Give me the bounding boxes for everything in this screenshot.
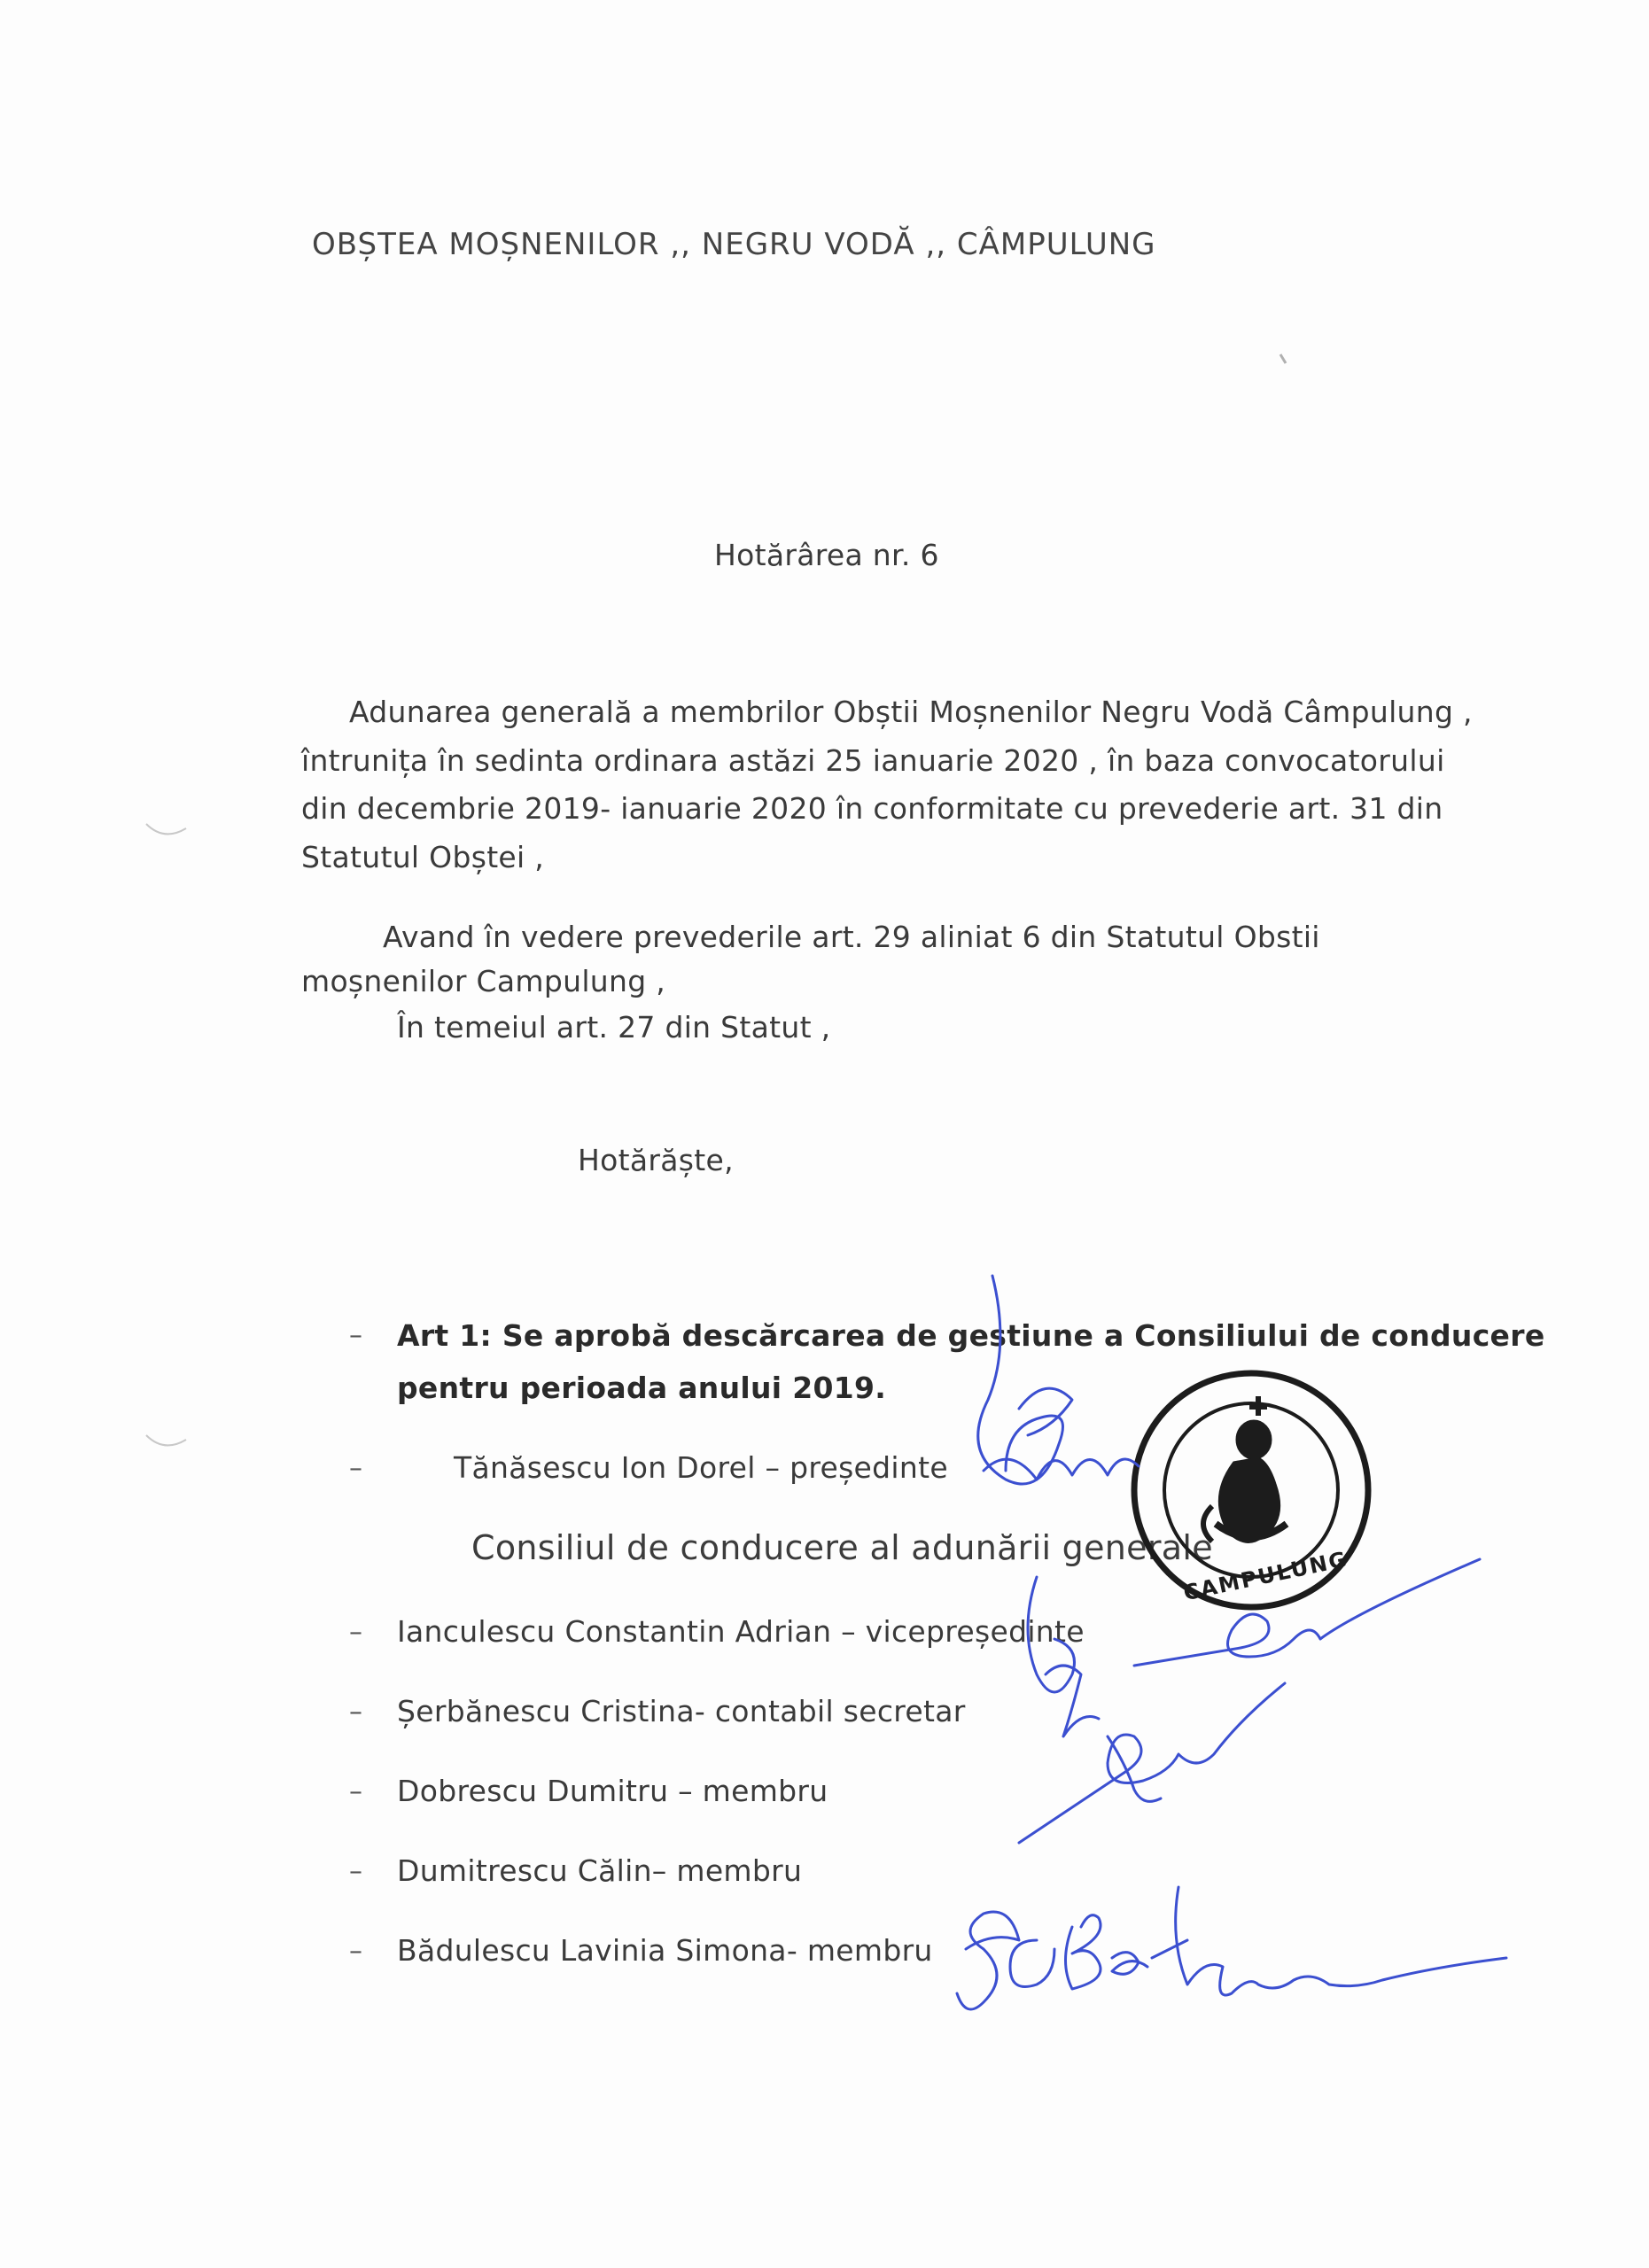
basis-line-3: În temeiul art. 27 din Statut ,: [397, 1010, 831, 1045]
member-line: Dobrescu Dumitru – membru: [397, 1774, 828, 1808]
intro-line-1: Adunarea generală a membrilor Obștii Moșnenilor Negru Vodă Câmpulung ,: [349, 695, 1473, 729]
stamp-bottom-text: CAMPULUNG: [1181, 1546, 1350, 1606]
bullet-dash: –: [349, 1617, 362, 1648]
bullet-dash: –: [349, 1776, 362, 1807]
member-line: Bădulescu Lavinia Simona- membru: [397, 1933, 933, 1968]
basis-line-2: moșnenilor Campulung ,: [301, 964, 666, 998]
intro-line-2: întrunița în sedinta ordinara astăzi 25 ianuarie 2020 , în baza convocatorului: [301, 743, 1445, 778]
intro-line-4: Statutul Obștei ,: [301, 840, 545, 874]
bullet-dash: –: [349, 1320, 362, 1351]
president-line: Tănăsescu Ion Dorel – președinte: [454, 1450, 948, 1485]
article-1-line-1: Art 1: Se aprobă descărcarea de gestiune a Consiliului de conducere: [397, 1318, 1545, 1353]
intro-line-3: din decembrie 2019- ianuarie 2020 în conformitate cu prevederie art. 31 din: [301, 791, 1443, 826]
member-line: Șerbănescu Cristina- contabil secretar: [397, 1694, 966, 1728]
basis-line-1: Avand în vedere prevederile art. 29 aliniat 6 din Statutul Obstii: [383, 920, 1320, 954]
bullet-dash: –: [349, 1453, 362, 1484]
organization-header: OBȘTEA MOȘNENILOR ,, NEGRU VODĂ ,, CÂMPULUNG: [312, 227, 1156, 262]
bullet-dash: –: [349, 1697, 362, 1728]
member-line: Ianculescu Constantin Adrian – vicepreședinte: [397, 1614, 1085, 1649]
bullet-dash: –: [349, 1856, 362, 1887]
bullet-dash: –: [349, 1936, 362, 1967]
decides-heading: Hotărăște,: [578, 1143, 734, 1177]
council-title: Consiliul de conducere al adunării generale: [471, 1528, 1213, 1567]
decision-title: Hotărârea nr. 6: [714, 538, 939, 572]
member-line: Dumitrescu Călin– membru: [397, 1853, 803, 1888]
article-1-line-2: pentru perioada anului 2019.: [397, 1371, 887, 1405]
